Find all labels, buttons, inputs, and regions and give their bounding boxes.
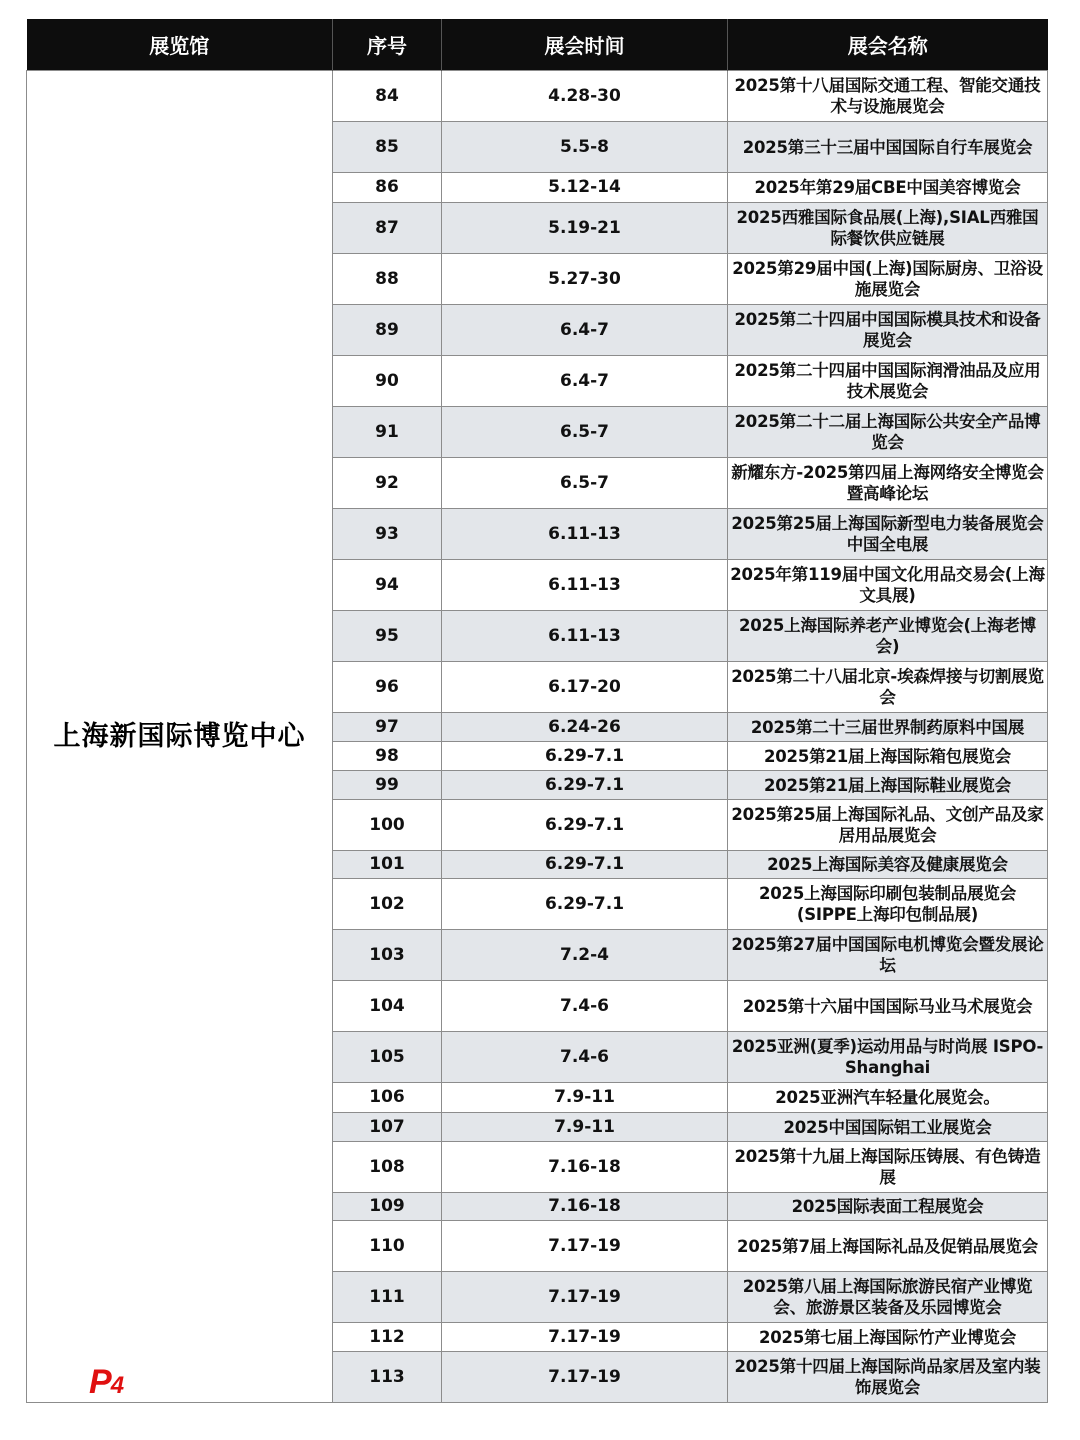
row-date: 6.11-13: [442, 509, 728, 560]
row-exhibition-name: 2025第25届上海国际新型电力装备展览会中国全电展: [728, 509, 1048, 560]
row-number: 99: [333, 771, 442, 800]
row-number: 94: [333, 560, 442, 611]
venue-name: 上海新国际博览中心: [53, 721, 306, 752]
row-number: 84: [333, 71, 442, 122]
row-number: 97: [333, 713, 442, 742]
header-date: 展会时间: [442, 19, 728, 71]
row-date: 6.29-7.1: [442, 851, 728, 879]
row-number: 100: [333, 800, 442, 851]
row-number: 112: [333, 1323, 442, 1352]
row-date: 7.16-18: [442, 1142, 728, 1193]
row-exhibition-name: 2025上海国际美容及健康展览会: [728, 851, 1048, 879]
row-number: 107: [333, 1113, 442, 1142]
row-exhibition-name: 2025年第119届中国文化用品交易会(上海文具展): [728, 560, 1048, 611]
row-date: 6.24-26: [442, 713, 728, 742]
page-digit: 4: [110, 1372, 124, 1399]
row-exhibition-name: 2025第十四届上海国际尚品家居及室内装饰展览会: [728, 1352, 1048, 1403]
row-number: 90: [333, 356, 442, 407]
exhibition-table: [26, 19, 1048, 1403]
row-number: 109: [333, 1193, 442, 1221]
row-number: 89: [333, 305, 442, 356]
header-row: [27, 19, 1048, 71]
row-date: 5.5-8: [442, 122, 728, 173]
row-date: 5.12-14: [442, 173, 728, 203]
row-date: 6.11-13: [442, 560, 728, 611]
row-number: 102: [333, 879, 442, 930]
row-date: 7.2-4: [442, 930, 728, 981]
row-number: 113: [333, 1352, 442, 1403]
row-number: 105: [333, 1032, 442, 1083]
row-date: 5.19-21: [442, 203, 728, 254]
row-exhibition-name: 2025中国国际铝工业展览会: [728, 1113, 1048, 1142]
page-letter: P: [89, 1363, 111, 1401]
row-number: 92: [333, 458, 442, 509]
row-exhibition-name: 2025第二十八届北京-埃森焊接与切割展览会: [728, 662, 1048, 713]
row-exhibition-name: 2025第27届中国国际电机博览会暨发展论坛: [728, 930, 1048, 981]
row-exhibition-name: 2025第二十三届世界制药原料中国展: [728, 713, 1048, 742]
header-venue: 展览馆: [27, 19, 333, 71]
header-name: 展会名称: [728, 19, 1048, 71]
row-number: 93: [333, 509, 442, 560]
venue-cell: [27, 71, 333, 1403]
row-exhibition-name: 2025上海国际印刷包装制品展览会(SIPPE上海印包制品展): [728, 879, 1048, 930]
row-number: 106: [333, 1083, 442, 1113]
row-exhibition-name: 2025第21届上海国际箱包展览会: [728, 742, 1048, 771]
row-exhibition-name: 2025第三十三届中国国际自行车展览会: [728, 122, 1048, 173]
row-date: 6.4-7: [442, 305, 728, 356]
row-date: 6.29-7.1: [442, 742, 728, 771]
row-exhibition-name: 2025第二十四届中国国际润滑油品及应用技术展览会: [728, 356, 1048, 407]
row-date: 6.29-7.1: [442, 800, 728, 851]
row-date: 5.27-30: [442, 254, 728, 305]
row-date: 4.28-30: [442, 71, 728, 122]
row-date: 6.11-13: [442, 611, 728, 662]
row-date: 6.29-7.1: [442, 879, 728, 930]
row-exhibition-name: 2025第7届上海国际礼品及促销品展览会: [728, 1221, 1048, 1272]
row-date: 7.17-19: [442, 1323, 728, 1352]
row-number: 87: [333, 203, 442, 254]
row-exhibition-name: 新耀东方-2025第四届上海网络安全博览会暨高峰论坛: [728, 458, 1048, 509]
row-exhibition-name: 2025上海国际养老产业博览会(上海老博会): [728, 611, 1048, 662]
table-row: [27, 71, 1048, 122]
row-number: 88: [333, 254, 442, 305]
row-number: 95: [333, 611, 442, 662]
header-number: 序号: [333, 19, 442, 71]
row-date: 6.17-20: [442, 662, 728, 713]
row-exhibition-name: 2025第八届上海国际旅游民宿产业博览会、旅游景区装备及乐园博览会: [728, 1272, 1048, 1323]
row-date: 6.4-7: [442, 356, 728, 407]
row-exhibition-name: 2025第十六届中国国际马业马术展览会: [728, 981, 1048, 1032]
table-body: [27, 71, 1048, 1403]
row-date: 7.4-6: [442, 1032, 728, 1083]
row-exhibition-name: 2025国际表面工程展览会: [728, 1193, 1048, 1221]
row-date: 7.9-11: [442, 1113, 728, 1142]
row-date: 7.17-19: [442, 1272, 728, 1323]
row-exhibition-name: 2025年第29届CBE中国美容博览会: [728, 173, 1048, 203]
row-number: 96: [333, 662, 442, 713]
row-exhibition-name: 2025亚洲汽车轻量化展览会。: [728, 1083, 1048, 1113]
row-exhibition-name: 2025第二十四届中国国际模具技术和设备展览会: [728, 305, 1048, 356]
row-date: 6.5-7: [442, 458, 728, 509]
row-number: 108: [333, 1142, 442, 1193]
row-date: 7.4-6: [442, 981, 728, 1032]
row-exhibition-name: 2025第十八届国际交通工程、智能交通技术与设施展览会: [728, 71, 1048, 122]
row-number: 85: [333, 122, 442, 173]
row-exhibition-name: 2025第29届中国(上海)国际厨房、卫浴设施展览会: [728, 254, 1048, 305]
row-date: 7.17-19: [442, 1221, 728, 1272]
row-number: 103: [333, 930, 442, 981]
row-number: 86: [333, 173, 442, 203]
row-date: 6.5-7: [442, 407, 728, 458]
row-exhibition-name: 2025第十九届上海国际压铸展、有色铸造展: [728, 1142, 1048, 1193]
row-date: 6.29-7.1: [442, 771, 728, 800]
row-date: 7.9-11: [442, 1083, 728, 1113]
row-exhibition-name: 2025西雅国际食品展(上海),SIAL西雅国际餐饮供应链展: [728, 203, 1048, 254]
row-exhibition-name: 2025第二十二届上海国际公共安全产品博览会: [728, 407, 1048, 458]
row-number: 98: [333, 742, 442, 771]
row-number: 110: [333, 1221, 442, 1272]
row-number: 104: [333, 981, 442, 1032]
row-number: 101: [333, 851, 442, 879]
row-exhibition-name: 2025第25届上海国际礼品、文创产品及家居用品展览会: [728, 800, 1048, 851]
row-exhibition-name: 2025第七届上海国际竹产业博览会: [728, 1323, 1048, 1352]
row-exhibition-name: 2025亚洲(夏季)运动用品与时尚展 ISPO-Shanghai: [728, 1032, 1048, 1083]
row-number: 91: [333, 407, 442, 458]
row-number: 111: [333, 1272, 442, 1323]
row-date: 7.16-18: [442, 1193, 728, 1221]
page-number-label: [89, 1363, 124, 1401]
row-date: 7.17-19: [442, 1352, 728, 1403]
row-exhibition-name: 2025第21届上海国际鞋业展览会: [728, 771, 1048, 800]
